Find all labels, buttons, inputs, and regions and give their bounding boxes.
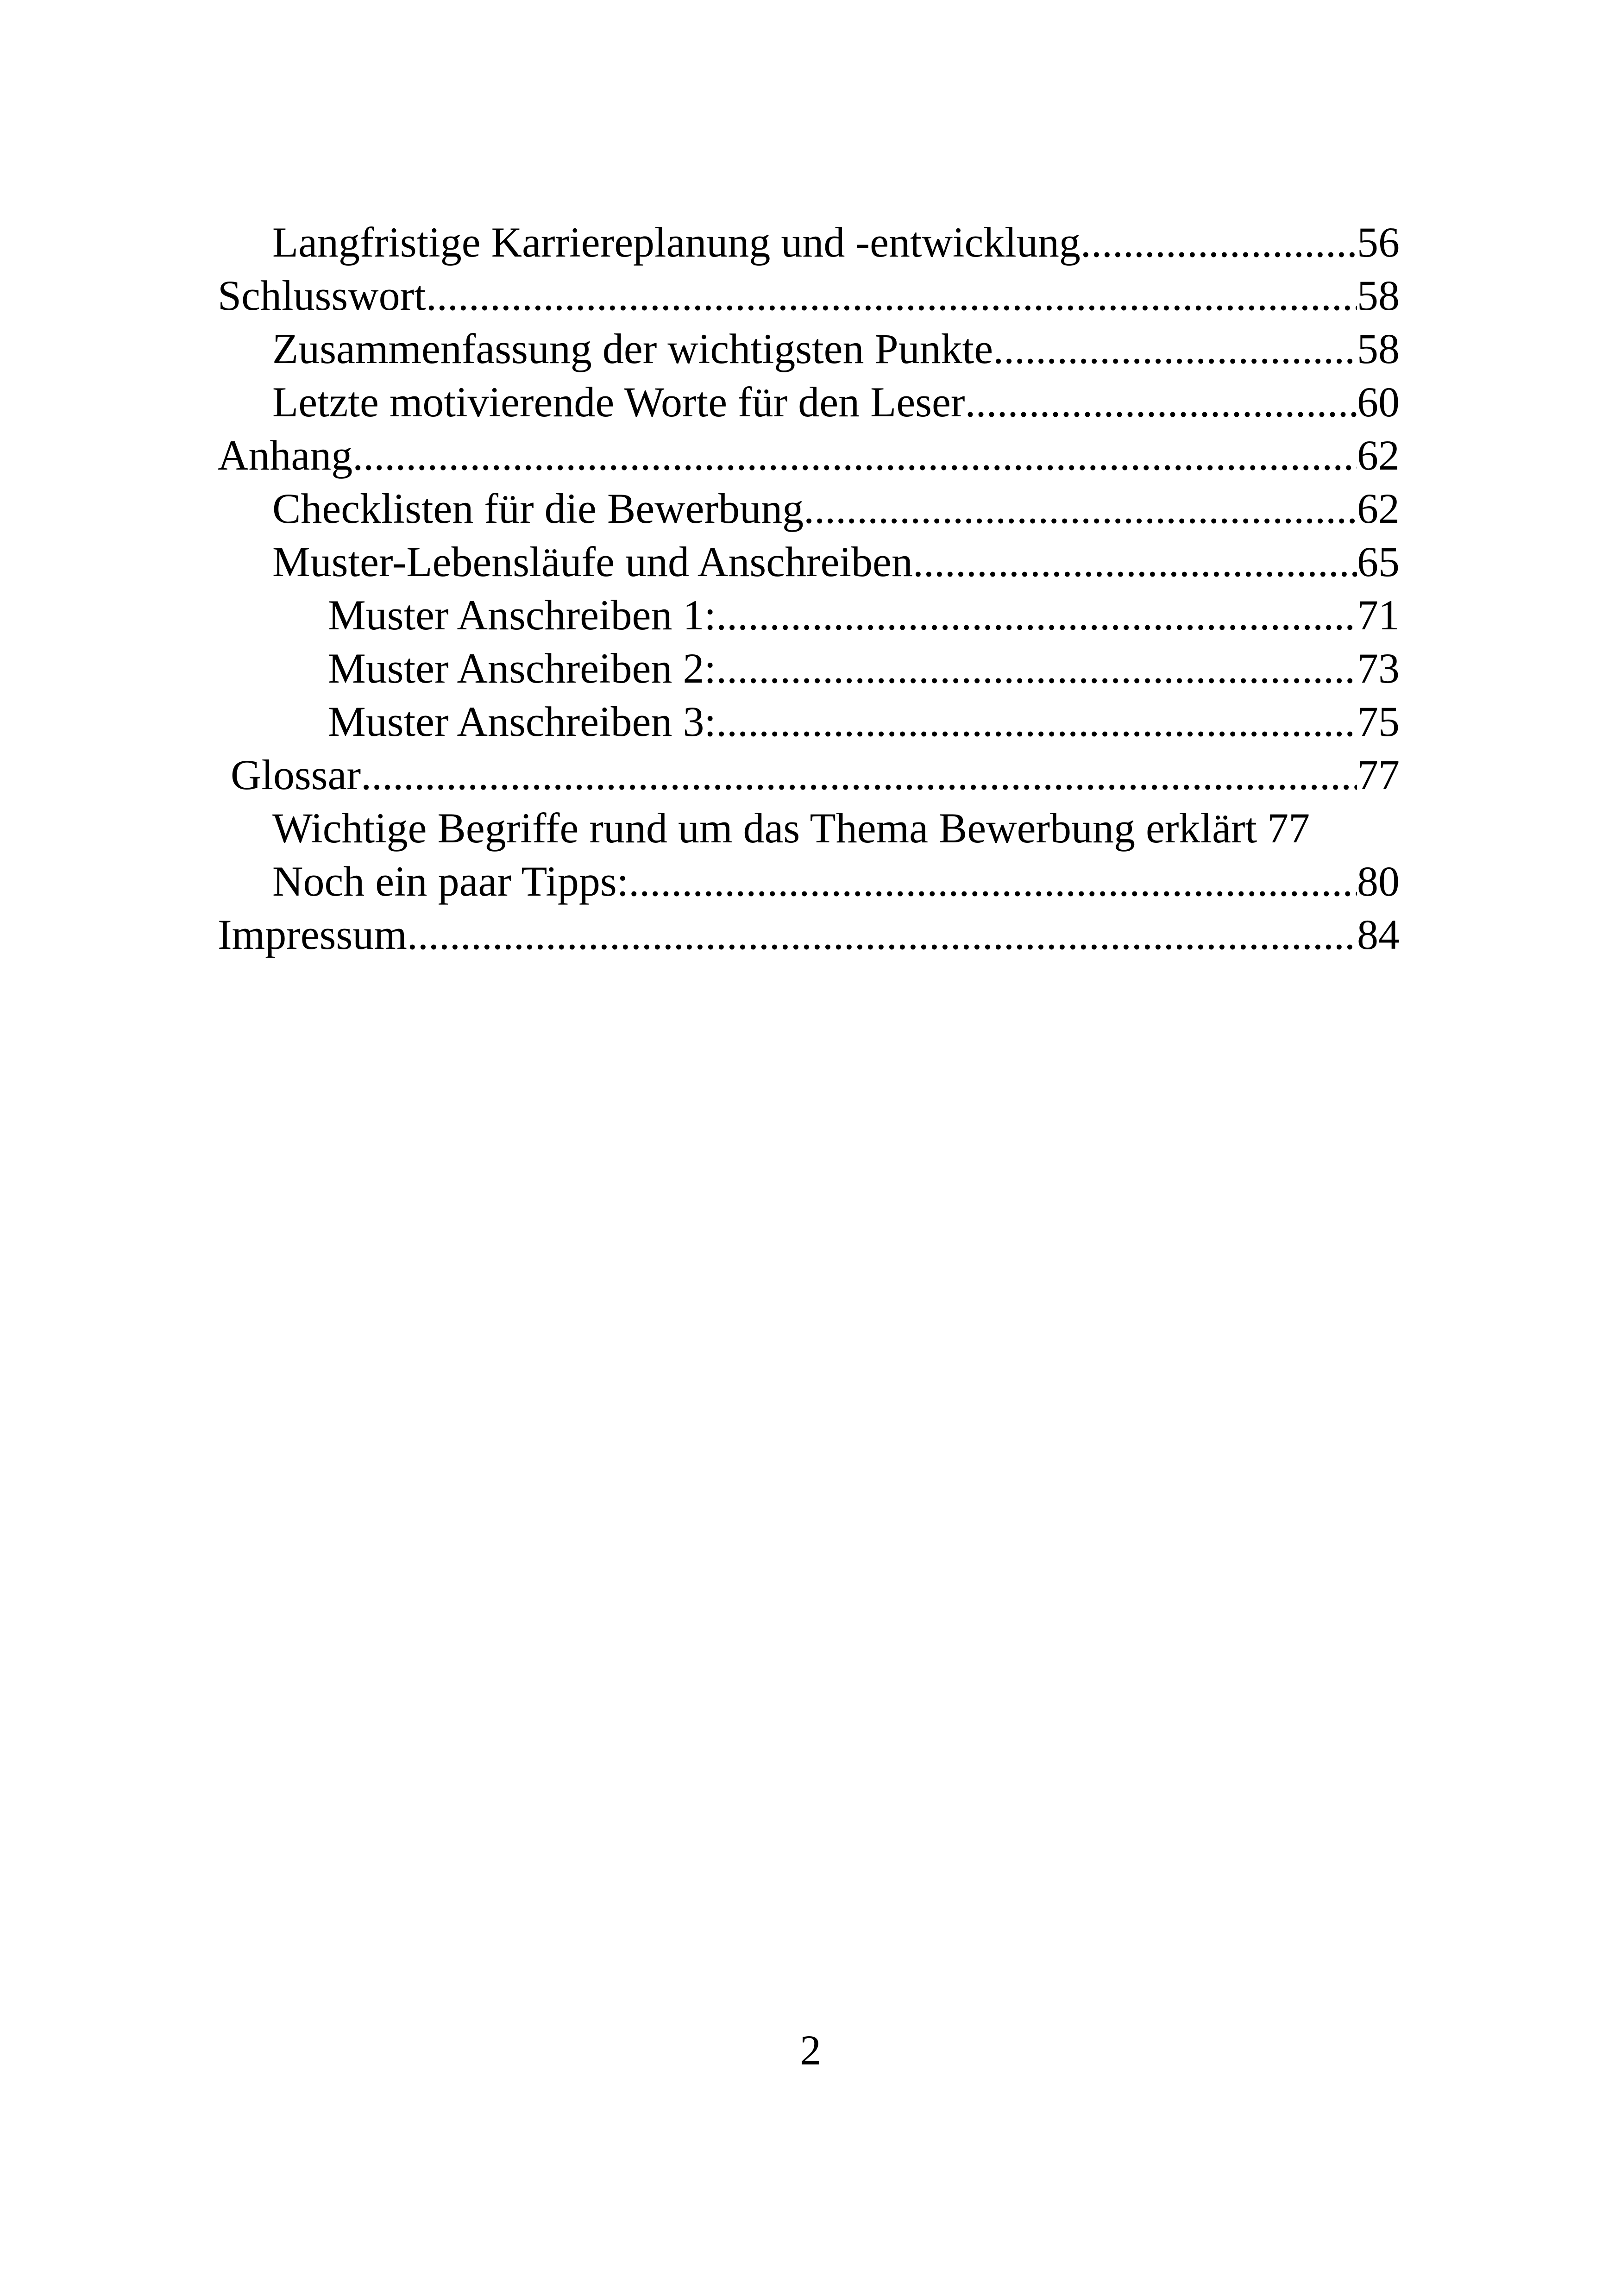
page-number: 2	[800, 2026, 821, 2074]
toc-entry-page: 77	[1267, 804, 1310, 852]
toc-entry-page: 71	[1357, 591, 1400, 639]
toc-entry-page: 58	[1357, 272, 1400, 319]
toc-entry-title: Muster Anschreiben 1:	[328, 591, 716, 639]
toc-entry	[218, 748, 1400, 802]
toc-entry-title: Checklisten für die Bewerbung	[272, 485, 804, 532]
toc-entry	[218, 269, 1400, 322]
toc-dot-leader	[965, 376, 1357, 429]
toc-entry	[218, 695, 1400, 748]
toc-entry	[218, 216, 1400, 269]
toc-entry-title: Letzte motivierende Worte für den Leser	[272, 378, 965, 426]
toc-entry	[218, 855, 1400, 908]
toc-entry	[218, 802, 1400, 855]
toc-entry-page: 62	[1357, 432, 1400, 479]
toc-entry-title: Langfristige Karriereplanung und -entwicklung	[272, 219, 1081, 266]
toc-entry-title: Zusammenfassung der wichtigsten Punkte	[272, 325, 993, 372]
toc-entry	[218, 322, 1400, 376]
toc-entry-page: 73	[1357, 645, 1400, 692]
toc-entry-page: 75	[1357, 698, 1400, 745]
toc-entry	[218, 535, 1400, 589]
toc-dot-leader	[352, 429, 1357, 482]
toc-entry-title: Wichtige Begriffe rund um das Thema Bewerbung erklärt	[272, 804, 1257, 852]
toc-entry-page: 56	[1357, 219, 1400, 266]
toc-dot-leader	[716, 695, 1357, 748]
toc-dot-leader	[716, 642, 1357, 695]
toc-dot-leader	[716, 589, 1357, 642]
toc-dot-leader	[407, 908, 1357, 961]
toc-entry-title: Anhang	[218, 432, 353, 479]
toc-entry-title: Noch ein paar Tipps:	[272, 858, 629, 905]
toc-dot-leader	[1081, 216, 1357, 269]
toc-entry	[218, 642, 1400, 695]
toc-dot-leader	[361, 748, 1357, 802]
toc-entry-page: 80	[1357, 858, 1400, 905]
toc-entry	[218, 376, 1400, 429]
toc-entry	[218, 482, 1400, 535]
toc-dot-leader	[913, 535, 1357, 589]
table-of-contents	[218, 216, 1400, 961]
toc-entry	[218, 429, 1400, 482]
toc-entry-page: 65	[1357, 538, 1400, 585]
toc-entry-page: 58	[1357, 325, 1400, 372]
toc-entry	[218, 589, 1400, 642]
toc-dot-leader	[993, 322, 1357, 376]
toc-entry-title: Muster Anschreiben 3:	[328, 698, 716, 745]
toc-entry	[218, 908, 1400, 961]
toc-entry-page: 84	[1357, 911, 1400, 958]
toc-entry-page: 60	[1357, 378, 1400, 426]
toc-entry-title: Schlusswort	[218, 272, 426, 319]
toc-entry-page: 62	[1357, 485, 1400, 532]
toc-entry-page: 77	[1357, 751, 1400, 798]
toc-entry-title: Impressum	[218, 911, 407, 958]
toc-dot-leader	[804, 482, 1357, 535]
toc-entry-title: Glossar	[231, 751, 361, 798]
toc-entry-title: Muster-Lebensläufe und Anschreiben	[272, 538, 913, 585]
toc-dot-leader	[628, 855, 1357, 908]
toc-dot-leader	[426, 269, 1357, 322]
toc-entry-title: Muster Anschreiben 2:	[328, 645, 716, 692]
